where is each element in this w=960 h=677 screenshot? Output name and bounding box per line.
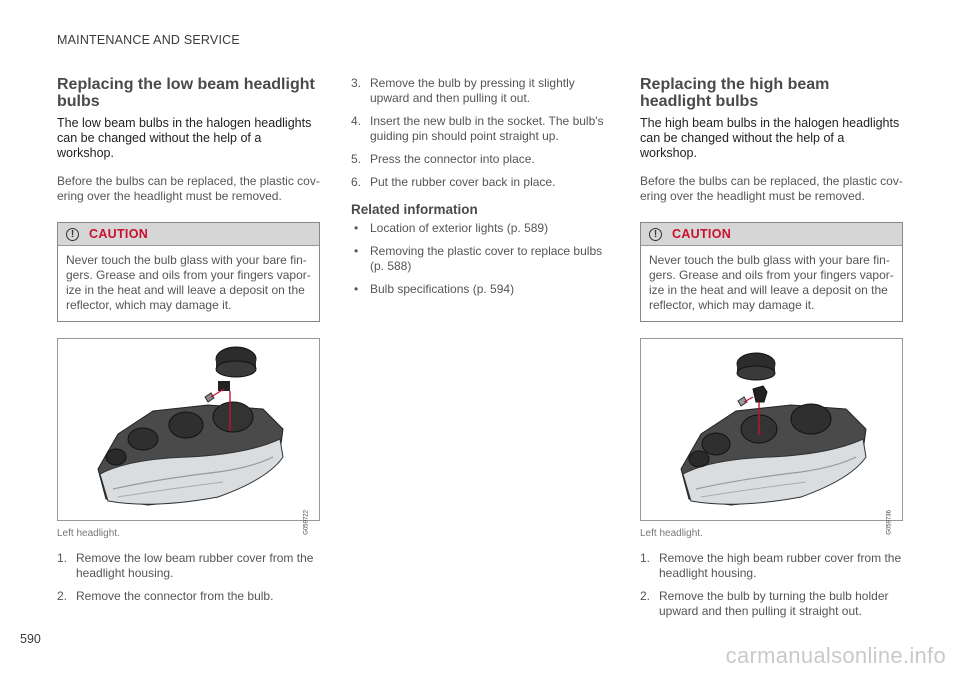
low-beam-caution-box [57,222,320,322]
exclamation-circle-icon: ! [649,228,662,241]
related-info-title: Related information [351,202,478,217]
related-links-list [351,221,614,297]
step-item [351,114,614,144]
low-beam-lead: The low beam bulbs in the halogen headlights can be changed without the help of a workshop. [57,116,312,160]
high-beam-lead: The high beam bulbs in the halogen headlights can be changed without the help of a workshop. [640,116,900,160]
caution-text: Never touch the bulb glass with your bare fin- gers. Grease and oils from your fingers vapor- ize in the heat and will leave a deposit on the reflector, which may damage it. [66,253,311,312]
low-beam-steps-continued [351,76,614,190]
related-link[interactable] [351,282,614,297]
step-text: Put the rubber cover back in place. [370,175,556,189]
high-beam-steps-list [640,551,903,619]
step-item [640,589,903,619]
step-number: 6. [351,175,362,189]
caution-title: CAUTION [672,227,732,241]
caution-header [641,223,902,246]
figure-code: G059722 [304,510,310,535]
step-item [57,589,320,604]
section-header: MAINTENANCE AND SERVICE [57,33,240,47]
headlight-drawing [58,339,321,520]
exclamation-circle-icon: ! [66,228,79,241]
step-number: 3. [351,76,362,90]
step-item [351,152,614,167]
low-beam-continued [351,76,614,305]
bullet-icon: • [354,282,359,296]
low-beam-intro: Before the bulbs can be replaced, the plastic cov- ering over the headlight must be removed. [57,174,320,203]
high-beam-intro: Before the bulbs can be replaced, the plastic cov- ering over the headlight must be removed. [640,174,903,203]
caution-header [58,223,319,246]
step-item [351,76,614,106]
site-watermark: carmanualsonline.info [725,643,946,668]
related-link[interactable] [351,221,614,236]
step-item [640,551,903,581]
low-beam-section [57,76,320,612]
step-item [57,551,320,581]
figure-code: G059736 [887,510,893,535]
page-number: 590 [20,632,41,646]
related-link-text[interactable]: Removing the plastic cover to replace bulbs (p. 588) [370,244,603,273]
high-beam-caution-box [640,222,903,322]
related-link[interactable] [351,244,614,274]
headlight-drawing [641,339,904,520]
bullet-icon: • [354,244,359,258]
related-link-text[interactable]: Location of exterior lights (p. 589) [370,221,549,235]
caution-text: Never touch the bulb glass with your bare fin- gers. Grease and oils from your fingers vapor- ize in the heat and will leave a deposit on the reflector, which may damage it. [649,253,894,312]
step-number: 1. [57,551,68,565]
step-text: Remove the low beam rubber cover from the headlight housing. [76,551,314,580]
step-number: 5. [351,152,362,166]
step-number: 1. [640,551,651,565]
step-number: 4. [351,114,362,128]
low-beam-caption: Left headlight. [57,528,120,539]
step-text: Remove the bulb by pressing it slightly upward and then pulling it out. [370,76,575,105]
related-link-text[interactable]: Bulb specifications (p. 594) [370,282,515,296]
step-text: Remove the bulb by turning the bulb holder upward and then pulling it straight out. [659,589,889,618]
low-beam-title: Replacing the low beam headlight bulbs [57,76,315,110]
step-number: 2. [57,589,68,603]
step-text: Remove the connector from the bulb. [76,589,274,603]
step-number: 2. [640,589,651,603]
step-text: Insert the new bulb in the socket. The bulb's guiding pin should point straight up. [370,114,604,143]
high-beam-caption: Left headlight. [640,528,703,539]
caution-title: CAUTION [89,227,149,241]
high-beam-title: Replacing the high beam headlight bulbs [640,76,830,110]
step-text: Remove the high beam rubber cover from the headlight housing. [659,551,902,580]
high-beam-section [640,76,903,627]
bullet-icon: • [354,221,359,235]
low-beam-steps-list [57,551,320,604]
step-text: Press the connector into place. [370,152,535,166]
step-item [351,175,614,190]
